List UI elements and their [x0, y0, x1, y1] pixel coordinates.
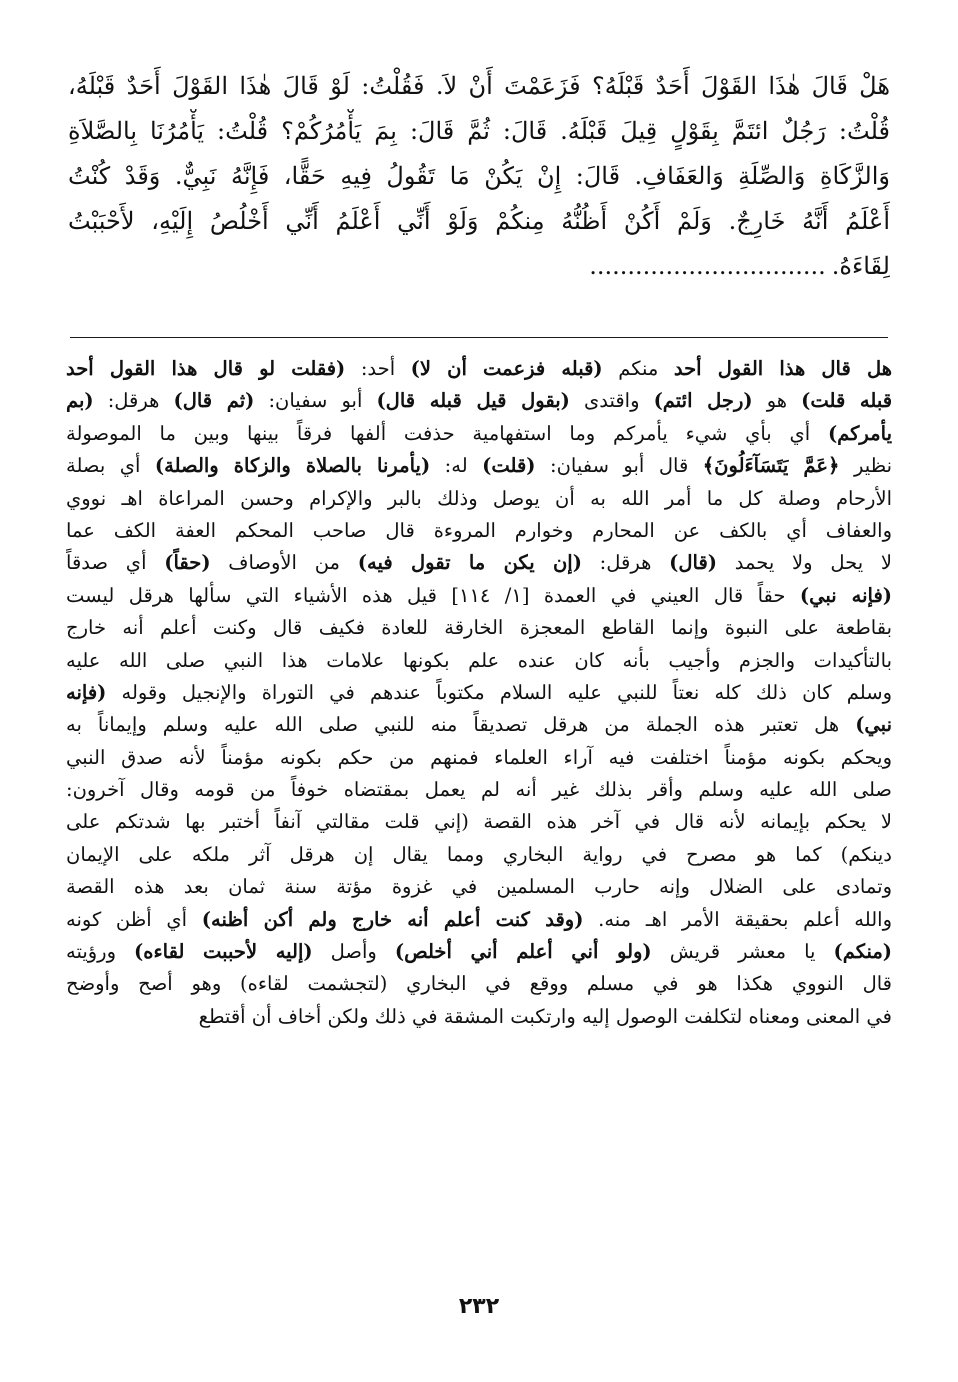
- commentary-segment: هو: [752, 389, 802, 413]
- commentary-segment: أي صدقاً: [66, 551, 165, 575]
- quoted-hadith-segment: (إليه لأحببت لقاءه): [134, 940, 313, 964]
- commentary-segment: وأصل: [312, 940, 395, 964]
- commentary-segment: والله أعلم بحقيقة الأمر اهـ منه.: [583, 907, 892, 931]
- hadith-line: قُلْتُ: رَجُلٌ ائتَمَّ بِقَوْلٍ قِيلَ قَبْلَهُ. قَالَ: ثُمَّ قَالَ: بِمَ يَأْمُرُكُمْ؟ قُلْتُ: يَأْمُرُنَا بِالصَّلاَةِ: [68, 117, 890, 145]
- quoted-hadith-segment: (ولو أني أعلم أني أخلص): [394, 940, 652, 964]
- hadith-line: هَلْ قَالَ هٰذَا القَوْلَ أَحَدٌ قَبْلَهُ؟ فَزَعَمْتَ أَنْ لاَ. فَقُلْتُ: لَوْ قَالَ هٰذَا القَوْلَ أَحَدٌ قَبْلَهُ،: [68, 72, 890, 100]
- commentary-line: [66, 968, 892, 1000]
- hadith-line: وَالزَّكَاةِ وَالصِّلَةِ وَالعَفَافِ. قَالَ: إِنْ يَكُنْ مَا تَقُولُ فِيهِ حَقًّا، فَإِنَّهُ نَبِيٌّ. وَقَدْ كُنْتُ: [68, 162, 890, 190]
- commentary-line: [66, 677, 892, 709]
- commentary-segment: قال أبو سفيان:: [535, 454, 703, 478]
- commentary-line: [66, 483, 892, 515]
- quoted-hadith-segment: (فقلت لو قال هذا القول أحد: [66, 357, 346, 380]
- commentary-line: [66, 645, 892, 677]
- commentary-segment: أبو سفيان:: [254, 389, 377, 413]
- commentary-line: [66, 515, 892, 547]
- hadith-text: [68, 64, 890, 289]
- commentary-line: [66, 450, 892, 482]
- commentary-line: [66, 839, 892, 871]
- page-number: ٢٣٢: [458, 1294, 500, 1319]
- commentary-segment: الأرحام وصلة كل ما أمر الله به أن يوصل وذلك بالبر والإكرام وحسن المراعاة اهـ نووي: [66, 486, 892, 510]
- quoted-hadith-segment: (حقاً): [164, 551, 211, 575]
- hadith-line: أَعْلَمُ أَنَّهُ خَارِجٌ. وَلَمْ أَكُنْ أَظُنُّهُ مِنكُمْ وَلَوْ أَنِّي أَعْلَمُ أَنِّي أَخْلُصُ إِلَيْهِ، لأَحْبَبْتُ: [68, 207, 890, 235]
- commentary-line: [66, 580, 892, 612]
- hadith-line-text: لِقَاءَهُ.: [831, 252, 890, 280]
- commentary-segment: والعفاف أي بالكف عن المحارم وخوارم المروءة قال صاحب المحكم العفة الكف عما: [66, 518, 892, 542]
- commentary-segment: وسلم كان ذلك كله نعتاً للنبي عليه السلام مكتوباً عندهم في التوراة والإنجيل وقوله: [106, 680, 892, 704]
- quoted-hadith-segment: (رجل ائتم): [653, 389, 753, 413]
- commentary-segment: أي بأي شيء يأمركم وما استفهامية حذفت ألفها فرقاً بينها وبين ما الموصولة: [66, 421, 828, 445]
- quoted-hadith-segment: (فإنه نبي): [799, 583, 892, 607]
- quoted-hadith-segment: نبي): [855, 713, 892, 737]
- quoted-hadith-segment: (منكم): [833, 940, 892, 964]
- quoted-hadith-segment: (قلت): [482, 454, 536, 478]
- commentary-segment: هرقل:: [93, 389, 174, 413]
- commentary-line: [66, 547, 892, 579]
- commentary-line: [66, 353, 892, 385]
- commentary-line: [66, 418, 892, 450]
- commentary-segment: لا يحكم بإيمانه لأنه قال في آخر هذه القصة (إني قلت مقالتي آنفاً أختبر بها شدتكم على: [66, 810, 892, 834]
- commentary-segment: وتمادى على الضلال وإنه حارب المسلمين في غزوة مؤتة سنة ثمان بعد هذه القصة: [66, 875, 892, 899]
- quoted-hadith-segment: (فإنه: [66, 680, 107, 704]
- commentary-line: [66, 871, 892, 903]
- commentary-line: [66, 612, 892, 644]
- quoted-hadith-segment: يأمركم): [827, 421, 892, 445]
- quoted-hadith-segment: (قبله فزعمت أن لا): [410, 357, 603, 380]
- commentary-segment: أي بصلة: [66, 454, 155, 478]
- commentary-line: [66, 385, 892, 417]
- commentary-segment: هل تعتبر هذه الجملة من هرقل تصديقاً منه للنبي صلى الله عليه وسلم وإيماناً به: [66, 713, 856, 737]
- commentary-line: [66, 806, 892, 838]
- quoted-hadith-segment: (بقول قيل قبله قال): [376, 389, 570, 413]
- commentary-segment: حقاً قال العيني في العمدة [١/ ١١٤] قيل هذه الأشياء التي سألها هرقل ليست: [66, 583, 800, 607]
- quoted-hadith-segment: (وقد كنت أعلم أنه خارج ولم أكن أظنه): [201, 907, 584, 931]
- commentary-line: [66, 936, 892, 968]
- commentary-segment: نظير: [839, 454, 892, 478]
- commentary-segment: هرقل:: [581, 551, 670, 575]
- quoted-hadith-segment: قبله قلت): [801, 389, 892, 413]
- commentary-segment: بقاطعة على النبوة وإنما القاطع المعجزة الخارقة للعادة فكيف قال وكنت أعلم أنه خارج: [66, 616, 892, 640]
- commentary-line: [66, 742, 892, 774]
- quoted-hadith-segment: هل قال هذا القول أحد: [673, 357, 892, 380]
- commentary-segment: بالتأكيدات والجزم وأجيب بأنه كان عنده علم بكونها علامات هذا النبي صلى الله عليه: [66, 648, 892, 672]
- commentary-segment: من الأوصاف: [210, 551, 358, 575]
- quoted-hadith-segment: ﴿عَمَّ يَتَسَآءَلُونَ﴾: [702, 454, 840, 478]
- commentary-segment: يا معشر قريش: [651, 940, 834, 964]
- commentary-line: [66, 774, 892, 806]
- quoted-hadith-segment: (قال): [669, 551, 718, 575]
- commentary-segment: في المعنى ومعناه لتكلفت الوصول إليه وارتكبت المشقة في ذلك ولكن أخاف أن أقتطع: [198, 1004, 892, 1028]
- commentary-segment: له:: [430, 454, 483, 478]
- commentary-segment: ويحكم بكونه مؤمناً اختلفت فيه آراء العلماء فمنهم من حكم بكونه مؤمناً لأنه صدق النبي: [66, 745, 892, 769]
- commentary-segment: منكم: [602, 357, 674, 380]
- commentary-line: [66, 709, 892, 741]
- commentary-line: [66, 1001, 892, 1033]
- separator-rule: [70, 337, 888, 338]
- ellipsis-dots: ...............................: [589, 252, 826, 280]
- quoted-hadith-segment: (ثم قال): [173, 389, 255, 413]
- commentary-segment: دينكم) كما هو مصرح في رواية البخاري ومما يقال إن هرقل آثر ملكه على الإيمان: [66, 842, 892, 866]
- commentary-line: [66, 904, 892, 936]
- quoted-hadith-segment: (يأمرنا بالصلاة والزكاة والصلة): [154, 454, 431, 478]
- commentary-segment: ورؤيته: [66, 940, 135, 964]
- commentary-segment: أحد:: [345, 357, 411, 380]
- quoted-hadith-segment: (إن يكن ما تقول فيه): [357, 551, 582, 575]
- quoted-hadith-segment: (بم: [66, 389, 94, 413]
- commentary-text: [66, 353, 892, 1033]
- commentary-segment: صلى الله عليه وسلم وأقر بذلك غير أنه لم يعمل بمقتضاه خوفاً من قومه وقال آخرون:: [66, 778, 892, 802]
- hadith-line-last: [68, 244, 890, 289]
- commentary-segment: واقتدى: [569, 389, 654, 413]
- commentary-segment: لا يحل ولا يحمد: [717, 551, 892, 575]
- commentary-segment: قال النووي هكذا هو في مسلم ووقع في البخاري (لتجشمت لقاءه) وهو أصح وأوضح: [66, 972, 892, 996]
- commentary-segment: أي أظن كونه: [66, 907, 202, 931]
